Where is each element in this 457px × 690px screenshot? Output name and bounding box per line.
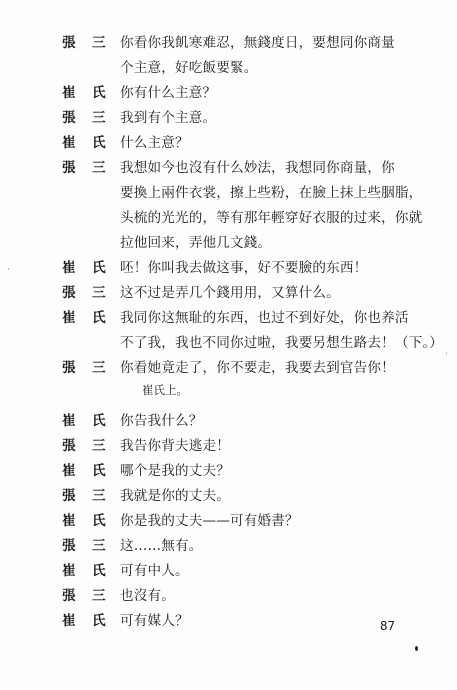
speech-text: 我想如今也沒有什么妙法，我想同你商量，你 xyxy=(120,160,395,176)
speech-text: 可有媒人？ xyxy=(120,613,189,629)
speech-text: 也沒有。 xyxy=(120,588,175,604)
speech-text: 你看你我飢寒难忍，無錢度日，要想同你商量 xyxy=(120,35,395,51)
speech-text: 我就是你的丈夫。 xyxy=(120,488,230,504)
ink-speck xyxy=(8,268,9,270)
speech-text: 可有中人。 xyxy=(120,563,189,579)
speech-text: 你是我的丈夫——可有婚書？ xyxy=(120,513,299,529)
speech-text: 你看她竟走了，你不要走，我要去到官告你！ xyxy=(120,360,395,376)
speech-text: 你告我什么？ xyxy=(120,413,203,429)
speech-text: 你有什么主意？ xyxy=(120,85,217,101)
speech-text: 哪个是我的丈夫？ xyxy=(120,463,230,479)
page-number: 87 xyxy=(380,618,396,633)
speech-text: 什么主意？ xyxy=(120,135,189,151)
book-page: 張 三 你看你我飢寒难忍，無錢度日，要想同你商量 个主意，好吃飯要緊。 崔 氏 你有什么主意？ 張 三 我到有个主意。 崔 氏 什么主意？ 張 三 我想如今也沒有什么妙法，我想同你商量，你 要換上兩件衣裳，擦上些粉，在臉上抹上些胭脂， 头梳的光光的，等有那年輕穿好衣服的过来，你就 拉他回来，弄他几文錢。 崔 氏 呸！你叫我去做这事，好不要臉的东西！ 張 三 这不过是弄几个錢用用，又算什么。 崔 氏 我同你这無耻的东西，也过不到好处，你也养活 不了我，我也不同你过啦，我要另想生路去！（下。） 張 三 你看她竟走了，你不要走，我要去到官告你！ 崔氏上。 崔 氏 你告我什么？ 張 三 我告你背夫逃走！ 崔 氏 哪个是我的丈夫？ 張 三 我就是你的丈夫。 崔 氏 你是我的丈夫——可有婚書？ 張 三 这……無有。 崔 氏 可有中人。 張 三 也沒有。 崔 氏 可有媒人？ 87 xyxy=(0,0,457,690)
ink-speck xyxy=(415,646,418,651)
speech-text: 我到有个主意。 xyxy=(120,110,217,126)
speech-text: 呸！你叫我去做这事，好不要臉的东西！ xyxy=(120,260,368,276)
speech-text: 这……無有。 xyxy=(120,538,203,554)
speech-text: 我告你背夫逃走！ xyxy=(120,438,230,454)
speech-text: 我同你这無耻的东西，也过不到好处，你也养活 xyxy=(120,310,409,326)
speech-text: 这不过是弄几个錢用用，又算什么。 xyxy=(120,285,340,301)
ink-speck xyxy=(446,352,447,354)
